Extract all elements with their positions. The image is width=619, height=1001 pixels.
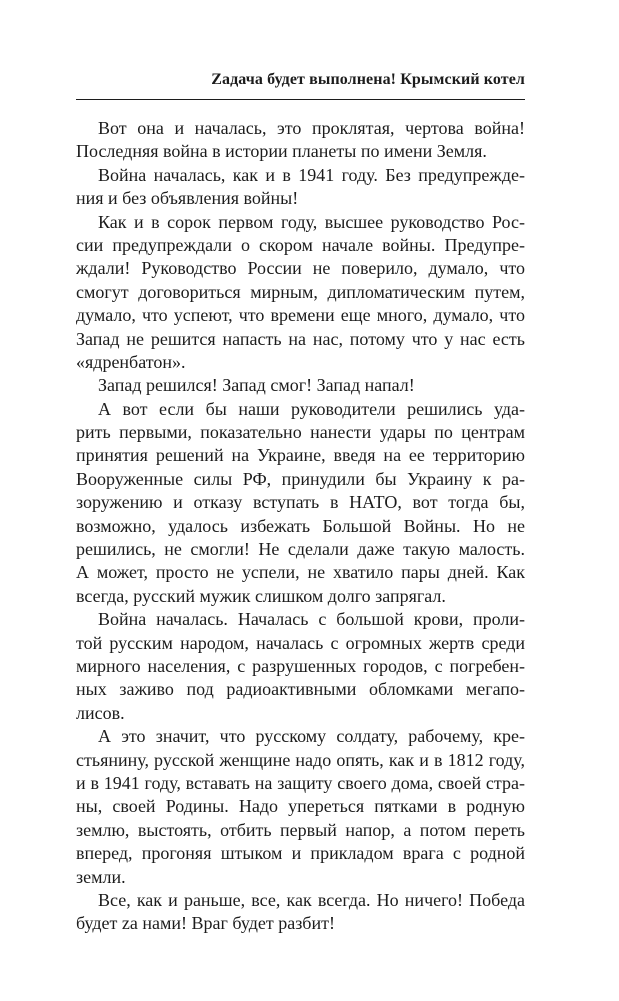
text-line: Последняя война в истории планеты по имени Земля. (76, 141, 487, 162)
text-line: думало, что успеют, что времени еще много, думало, что (76, 305, 525, 326)
text-line: землю, выстоять, отбить первый напор, а потом переть (76, 819, 525, 840)
text-line: земли. (76, 866, 126, 887)
text-line: Все, как и раньше, все, как всегда. Но ничего! Победа (98, 889, 525, 910)
text-line: сии предупреждали о скором начале войны. Предупре- (76, 234, 525, 255)
text-line: ны, своей Родины. Надо упереться пятками в родную (76, 796, 525, 817)
text-line: смогут договориться мирным, дипломатическим путем, (76, 281, 525, 302)
text-line: рить первыми, показательно нанести удары по центрам (76, 422, 525, 443)
text-line: Запад не решится напасть на нас, потому что у нас есть (76, 328, 525, 349)
text-line: решились, не смогли! Не сделали даже такую малость. (76, 539, 525, 560)
text-line: Вооруженные силы РФ, принудили бы Украину к ра- (76, 468, 525, 489)
paragraph (76, 164, 525, 211)
paragraph (76, 211, 525, 375)
text-line: А это значит, что русскому солдату, рабочему, кре- (98, 726, 525, 747)
text-line: вперед, прогоняя штыком и прикладом врага с родной (76, 843, 525, 864)
paragraph (76, 725, 525, 889)
running-header: Zадача будет выполнена! Крымский котел (211, 71, 525, 88)
text-line: Запад решился! Запад смог! Запад напал! (98, 375, 415, 396)
text-line: Война началась. Началась с большой крови, проли- (98, 609, 525, 630)
text-line: той русским народом, началась с огромных жертв среди (76, 632, 525, 653)
text-line: Война началась, как и в 1941 году. Без предупрежде- (98, 164, 525, 185)
paragraph (76, 608, 525, 725)
text-line: и в 1941 году, вставать на защиту своего дома, своей стра- (76, 772, 525, 793)
text-line: Как и в сорок первом году, высшее руководство Рос- (98, 211, 525, 232)
text-line: стьянину, русской женщине надо опять, как и в 1812 году, (76, 749, 525, 770)
text-line: ждали! Руководство России не поверило, думало, что (76, 258, 525, 279)
header-rule (76, 99, 525, 100)
text-line: зоружению и отказу вступать в НАТО, вот тогда бы, (76, 492, 525, 513)
text-line: ния и без объявления войны! (76, 188, 299, 209)
text-line: А вот если бы наши руководители решились уда- (98, 398, 525, 419)
paragraph (76, 117, 525, 164)
body-text (76, 117, 525, 936)
text-line: ных заживо под радиоактивными обломками мегапо- (76, 679, 525, 700)
text-line: Вот она и началась, это проклятая, чертова война! (98, 118, 525, 138)
paragraph (76, 398, 525, 609)
paragraph (76, 889, 525, 936)
paragraph (76, 374, 525, 397)
text-line: «ядренбатон». (76, 351, 186, 372)
text-line: лисов. (76, 702, 125, 723)
text-line: принятия решений на Украине, введя на ее территорию (76, 445, 525, 466)
text-line: возможно, удалось избежать Большой Войны. Но не (76, 515, 525, 536)
text-line: всегда, русский мужик слишком долго запрягал. (76, 585, 446, 606)
text-line: мирного населения, с разрушенных городов, с погребен- (76, 655, 525, 676)
text-line: будет zа нами! Враг будет разбит! (76, 913, 335, 934)
text-line: А может, просто не успели, не хватило пары дней. Как (76, 562, 525, 583)
